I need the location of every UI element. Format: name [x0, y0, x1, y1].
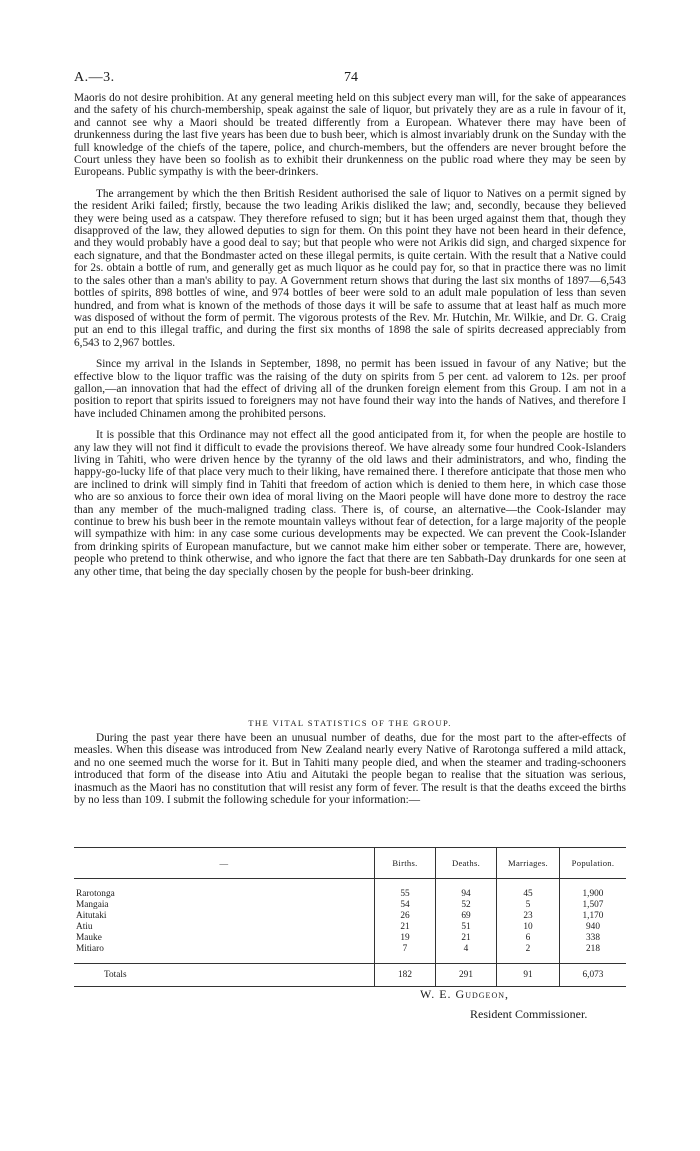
cell-population: 1,900 [560, 879, 627, 901]
total-deaths: 291 [436, 964, 497, 987]
document-reference: A.—3. [74, 70, 115, 85]
signatory-title: Resident Commissioner. [470, 1007, 588, 1021]
cell-marriages: 6 [497, 933, 560, 944]
body-text [74, 92, 626, 587]
cell-marriages: 45 [497, 879, 560, 901]
page-header [74, 70, 626, 90]
total-marriages: 91 [497, 964, 560, 987]
row-island: Atiu [76, 922, 93, 932]
cell-population: 338 [560, 933, 627, 944]
page-number: 74 [344, 70, 358, 85]
table-row [74, 944, 626, 964]
table-row [74, 911, 626, 922]
signature-block [420, 984, 587, 1024]
cell-deaths: 52 [436, 900, 497, 911]
paragraph-arrival: Since my arrival in the Islands in September, 1898, no permit has been issued in favour of any Native; but the effective blow to the liquor traffic was the raising of the duty on spirits from 5 per cent. ad valorem to 12s. per proof gallon,—an innovation that had the effect of driving all of the drunken foreign element from this Group. I am not in a position to report that spirits issued to foreigners may not have found their way into the hands of Natives, and therefore I have included Chinamen among the prohibited persons. [74, 358, 626, 420]
table-row [74, 900, 626, 911]
cell-births: 55 [375, 879, 436, 901]
table-header-row [74, 848, 626, 879]
header-island: — [74, 848, 375, 879]
cell-marriages: 23 [497, 911, 560, 922]
total-births: 182 [375, 964, 436, 987]
table-row [74, 933, 626, 944]
cell-births: 26 [375, 911, 436, 922]
header-births: Births. [375, 848, 436, 879]
cell-deaths: 51 [436, 922, 497, 933]
cell-births: 7 [375, 944, 436, 964]
totals-label: Totals [74, 964, 375, 987]
paragraph-permit-arrangement: The arrangement by which the then British Resident authorised the sale of liquor to Natives on a permit signed by the resident Ariki failed; firstly, because the two leading Arikis disliked the law; and, secondly, because they believed they were being used as a catspaw. They therefore refused to sign; but it has been urged against them that, though they disapproved of the law, they allowed deputies to sign for them. On this point they have not been heard in their defence, and they would probably have a good deal to say; but that people who were not Arikis did sign, and charged sixpence for each signature, and that the Bondmaster acted on these illegal permits, is quite certain. With the result that a Native could for 2s. obtain a bottle of rum, and generally get as much liquor as he could pay for, so that in practice there was no limit to the sales other than a man's ability to pay. A Government return shows that during the last six months of 1897—6,543 bottles of spirits, 898 bottles of wine, and 974 bottles of beer were sold to an adult male population of less than seven hundred, and from what is known of the methods of those days it will be safe to assume that at least half as much more was disposed of without the form of permit. The vigorous protests of the Rev. Mr. Hutchin, Mr. Wilkie, and Dr. G. Craig put an end to this illegal traffic, and during the first six months of 1898 the sale of spirits decreased appreciably from 6,543 to 2,967 bottles. [74, 187, 626, 349]
section-heading: THE VITAL STATISTICS OF THE GROUP. [248, 718, 452, 728]
cell-population: 1,170 [560, 911, 627, 922]
cell-deaths: 69 [436, 911, 497, 922]
signatory-name: W. E. Gudgeon, [420, 987, 509, 1001]
cell-deaths: 94 [436, 879, 497, 901]
cell-births: 21 [375, 922, 436, 933]
header-deaths: Deaths. [436, 848, 497, 879]
row-island: Mangaia [76, 900, 109, 910]
cell-population: 1,507 [560, 900, 627, 911]
cell-population: 940 [560, 922, 627, 933]
row-island: Mauke [76, 933, 102, 943]
row-island: Aitutaki [76, 911, 107, 921]
header-marriages: Marriages. [497, 848, 560, 879]
paragraph-ordinance: It is possible that this Ordinance may not effect all the good anticipated from it, for when the people are hostile to any law they will not find it difficult to evade the provisions thereof. We have already some four hundred Cook-Islanders living in Tahiti, who were driven hence by the tyranny of the old laws and their administrators, and who, finding the happy-go-lucky life of that place very much to their liking, have remained there. I therefore anticipate that those men who are inclined to drink will simply find in Tahiti that freedom of action which is denied to them here, in which case those who are so anxious to force their own idea of moral living on the Maori people will have done more to destroy the race than any member of the much-maligned trading class. There is, of course, an alternative—the Cook-Islander may continue to brew his bush beer in the remote mountain valleys without fear of detection, for a large majority of the people will sympathize with him: in any case some curious developments may be expected. We can prevent the Cook-Islander from drinking spirits of European manufacture, but we cannot make him either sober or temperate. There are, however, people who pretend to think otherwise, and who ignore the fact that there are ten Sabbath-Day drunkards for one seen at any other time, that being the day specially chosen by the people for bush-beer drinking. [74, 429, 626, 578]
paragraph-prohibition: Maoris do not desire prohibition. At any general meeting held on this subject every man will, for the sake of appearances and the safety of his church-membership, speak against the sale of liquor, but privately they are as a rule in favour of it, and cannot see why a Maori should be treated differently from a European. Whatever there may have been of drunkenness during the last five years has been due to bush beer, which is almost invariably drunk on the Sunday with the full knowledge of the chiefs of the tapere, police, and church-members, but the offenders are never brought before the Court unless they have been so foolish as to exhibit their drunkenness on the public road where they may be seen by Europeans. Public sympathy is with the beer-drinkers. [74, 92, 626, 179]
cell-deaths: 21 [436, 933, 497, 944]
cell-marriages: 2 [497, 944, 560, 964]
cell-births: 54 [375, 900, 436, 911]
vital-statistics-text [74, 732, 626, 806]
paragraph-vital-statistics: During the past year there have been an unusual number of deaths, due for the most part to the after-effects of measles. When this disease was introduced from New Zealand nearly every Native of Rarotonga suffered a mild attack, and no one seemed much the worse for it. But in Tahiti many people died, and when the steamer and trading-schooners introduced that form of the disease into Atiu and Aitutaki the people began to realise that the situation was serious, inasmuch as the Maori has no constitution that will resist any form of fever. The result is that the deaths exceed the births by no less than 109. I submit the following schedule for your information:— [74, 732, 626, 807]
total-population: 6,073 [560, 964, 627, 987]
vital-statistics-table [74, 847, 626, 987]
table-row [74, 922, 626, 933]
cell-marriages: 5 [497, 900, 560, 911]
header-population: Population. [560, 848, 627, 879]
row-island: Rarotonga [76, 889, 115, 899]
row-island: Mitiaro [76, 944, 104, 954]
cell-deaths: 4 [436, 944, 497, 964]
cell-births: 19 [375, 933, 436, 944]
cell-marriages: 10 [497, 922, 560, 933]
table-row [74, 879, 626, 901]
cell-population: 218 [560, 944, 627, 964]
